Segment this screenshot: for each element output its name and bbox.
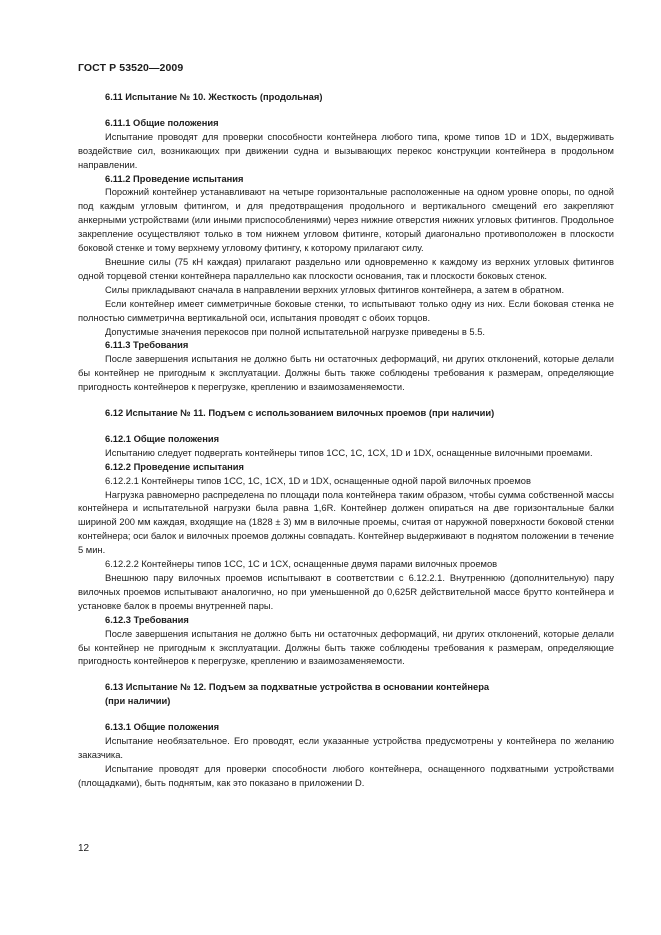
section-heading: 6.11.3 Требования	[105, 340, 189, 351]
document-body	[78, 91, 614, 791]
document-header: ГОСТ Р 53520—2009	[78, 62, 184, 74]
section-heading: 6.12.3 Требования	[105, 614, 189, 625]
paragraph: Испытание необязательное. Его проводят, если указанные устройства предусмотрены у контейнера по желанию заказчика.	[78, 736, 614, 760]
section-heading: 6.13.1 Общие положения	[105, 722, 220, 733]
paragraph: Внешнюю пару вилочных проемов испытывают в соответствии с 6.12.2.1. Внутреннюю (дополнительную) пару вилочных проемов испытывают аналогично, но при уменьшенной до 0,625R действительной массе брутто контейнера и установке балок в проемы внутренней пары.	[78, 573, 614, 611]
paragraph: Если контейнер имеет симметричные боковые стенки, то испытывают только одну из них. Если боковая стенка не полностью симметрична вертикальной оси, испытания проводят с обоих торцов.	[78, 298, 614, 323]
paragraph: Допустимые значения перекосов при полной испытательной нагрузке приведены в 5.5.	[105, 326, 485, 337]
section-heading: 6.12.2 Проведение испытания	[105, 461, 245, 472]
paragraph: После завершения испытания не должно быть ни остаточных деформаций, ни других отклонений, которые делали бы контейнер не пригодным к эксплуатации. Должны быть также соблюдены требования к размерам, определяющие пригодность контейнеров к перегрузке, креплению и взаимозаменяемости.	[78, 628, 614, 667]
section-heading: 6.11 Испытание № 10. Жесткость (продольная)	[105, 92, 323, 102]
paragraph: 6.12.2.1 Контейнеры типов 1CC, 1C, 1CX, 1D и 1DX, оснащенные одной парой вилочных проемов	[105, 475, 531, 486]
paragraph: Силы прикладывают сначала в направлении верхних угловых фитингов контейнера, а затем в обратном.	[105, 284, 565, 295]
paragraph: Испытанию следует подвергать контейнеры типов 1CC, 1C, 1CX, 1D и 1DX, оснащенные вилочными проемами.	[105, 447, 593, 458]
paragraph: Внешние силы (75 кН каждая) прилагают раздельно или одновременно к каждому из верхних угловых фитингов одной торцевой стенки контейнера параллельно как плоскости основания, так и плоскости боковых стенок.	[78, 256, 614, 281]
paragraph: Нагрузка равномерно распределена по площади пола контейнера таким образом, чтобы сумма собственной массы контейнера и испытательной нагрузки была равна 1,6R. Контейнер должен опираться на две горизонтальные балки шириной 200 мм каждая, входящие на (1828 ± 3) мм в вилочные проемы, считая от наружной поверхности боковой стенки контейнера; оси балок и вилочных проемов должны совпадать. Контейнер выдерживают в поднятом положении в течение 5 мин.	[78, 489, 614, 556]
paragraph: После завершения испытания не должно быть ни остаточных деформаций, ни других отклонений, которые делали бы контейнер не пригодным к эксплуатации. Должны быть также соблюдены требования к размерам, определяющие пригодность контейнеров к перегрузке, креплению и взаимозаменяемости.	[78, 354, 614, 393]
section-heading: 6.11.2 Проведение испытания	[105, 173, 244, 184]
section-heading: (при наличии)	[105, 696, 171, 707]
section-heading: 6.12.1 Общие положения	[105, 433, 220, 444]
paragraph: Испытание проводят для проверки способности контейнера любого типа, кроме типов 1D и 1DX, выдерживать воздействие сил, возникающих при движении судна и вызывающих перекос конструкции контейнера в продольном направлении.	[78, 131, 614, 170]
section-heading: 6.11.1 Общие положения	[105, 117, 219, 128]
section-heading: 6.12 Испытание № 11. Подъем с использованием вилочных проемов (при наличии)	[105, 408, 495, 419]
paragraph: Испытание проводят для проверки способности любого контейнера, оснащенного подхватными устройствами (площадками), быть поднятым, как это показано в приложении D.	[78, 763, 614, 788]
page-number: 12	[78, 843, 90, 854]
paragraph: Порожний контейнер устанавливают на четыре горизонтальные расположенные на одном уровне опоры, по одной под каждым угловым фитингом, и для предотвращения продольного и вертикального смещений его закрепляют анкерными устройствами (или иными приспособлениями) через нижние отверстия нижних угловых фитингов. Продольное закрепление осуществляют только в том нижнем угловом фитинге, который диагонально противоположен в плоскости боковой стенке и тому верхнему угловому фитингу, к которому прилагают силу.	[78, 187, 614, 254]
section-heading: 6.13 Испытание № 12. Подъем за подхватные устройства в основании контейнера	[105, 682, 490, 693]
paragraph: 6.12.2.2 Контейнеры типов 1CC, 1C и 1CX, оснащенные двумя парами вилочных проемов	[105, 559, 498, 570]
